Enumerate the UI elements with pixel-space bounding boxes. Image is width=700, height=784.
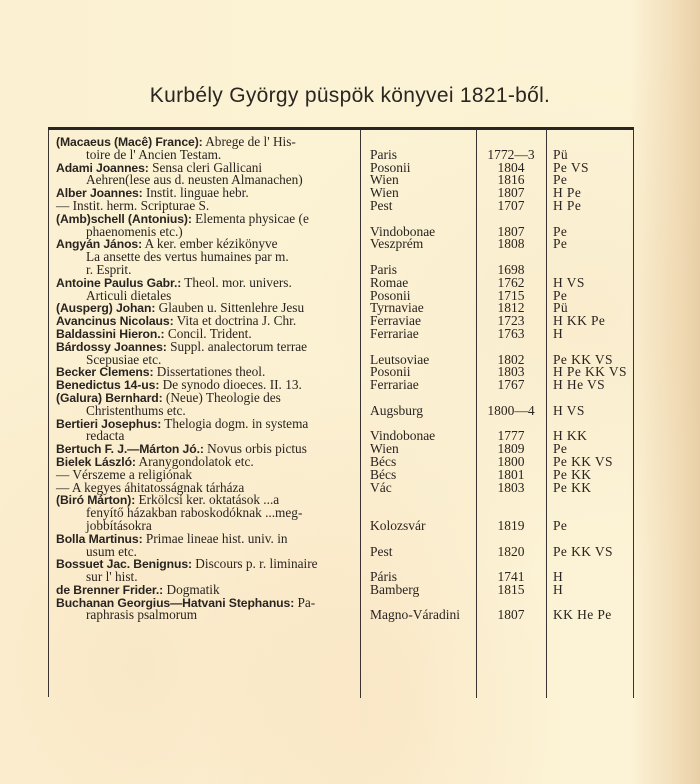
publication-place: Ferraviae [370, 313, 421, 329]
book-description [56, 558, 356, 584]
table-row [48, 530, 634, 559]
publication-year: 1809 [497, 441, 525, 457]
publication-place: Páris [370, 569, 397, 585]
title-text: A ker. ember kézikönyve [142, 236, 278, 252]
author-name: Bárdossy Joannes: [56, 339, 167, 354]
author-name: Bertieri Josephus: [56, 416, 162, 431]
title-text: La ansette des vertus humaines par m. [86, 249, 289, 265]
title-text: Concil. Trident. [164, 325, 252, 341]
book-description [56, 251, 356, 277]
title-text: Pa- [294, 594, 316, 610]
publication-year: 1707 [497, 197, 525, 213]
title-text: redacta [86, 428, 125, 444]
title-text: Aranygondolatok etc. [135, 453, 254, 469]
publication-year: 1807 [497, 607, 525, 623]
publication-place: Vindobonae [370, 428, 436, 444]
title-text: Articuli dietales [86, 287, 172, 303]
title-text: Elementa physicae (e [191, 210, 309, 226]
title-text: fenyítő házakban raboskodóknak ...meg- [86, 505, 303, 521]
book-description [56, 159, 356, 188]
table-row [48, 558, 634, 584]
description-line [56, 609, 356, 622]
library-codes: H Pe KK VS [553, 364, 627, 380]
library-codes: Pe [553, 236, 568, 252]
publication-year: 1815 [497, 581, 525, 597]
title-text: Primae lineae hist. univ. in [142, 530, 288, 546]
library-codes: H KK [553, 428, 588, 444]
library-codes: H VS [553, 274, 585, 290]
author-name: Buchanan Georgius—Hatvani Stephanus: [56, 595, 295, 610]
publication-year: 1803 [497, 479, 525, 495]
author-name: Bossuet Jac. Benignus: [56, 557, 192, 572]
library-codes: Pe KK [553, 466, 592, 482]
publication-year: 1807 [497, 223, 525, 239]
table-row [48, 274, 634, 303]
author-name: Antoine Paulus Gabr.: [56, 275, 182, 290]
library-codes: Pe KK [553, 479, 592, 495]
author-name: Bertuch F. J.—Márton Jó.: [56, 442, 204, 457]
title-text: De synodo dioeces. II. 13. [159, 377, 302, 393]
library-codes: Pe [553, 441, 568, 457]
library-codes: Pü [553, 146, 569, 162]
publication-year: 1807 [497, 185, 525, 201]
title-text: Sensa cleri Gallicani [148, 159, 263, 175]
publication-year: 1698 [497, 261, 525, 277]
title-text: r. Esprit. [86, 261, 132, 277]
author-name: (Galura) Bernhard: [56, 390, 163, 405]
book-description [56, 274, 356, 303]
title-text: Abrege de l' His- [202, 134, 296, 149]
publication-place: Vác [370, 479, 392, 495]
table-rows [48, 136, 634, 622]
table-row [48, 415, 634, 444]
title-text: usum etc. [86, 543, 137, 559]
publication-year: 1763 [497, 325, 525, 341]
publication-place: Pest [370, 197, 393, 213]
publication-place: Leutsoviae [370, 351, 430, 367]
book-description [56, 338, 356, 367]
publication-place: Wien [370, 172, 399, 188]
library-codes: H Pe [553, 197, 582, 213]
publication-place: Ferrariae [370, 325, 419, 341]
publication-year: 1812 [497, 300, 525, 316]
library-codes: Pe KK VS [553, 351, 613, 367]
publication-place: Augsburg [370, 402, 424, 418]
book-description [56, 494, 356, 532]
book-description [56, 594, 356, 623]
author-name: Angyán János: [56, 237, 143, 252]
page-title: Kurbély György püspök könyvei 1821-ből. [149, 84, 551, 107]
title-text: Dissertationes theol. [153, 364, 266, 380]
title-text: phaenomenis etc.) [86, 223, 183, 239]
title-text: Dogmatik [163, 581, 220, 597]
author-name: Bielek László: [56, 454, 136, 469]
publication-year: 1800—4 [487, 402, 535, 418]
title-text: Vita et doctrina J. Chr. [173, 313, 297, 329]
publication-year: 1802 [497, 351, 525, 367]
title-text: Novus orbis pictus [203, 441, 307, 457]
table-row [48, 251, 634, 277]
author-name: Bolla Martinus: [56, 531, 143, 546]
library-codes: Pe [553, 223, 568, 239]
publication-year: 1741 [497, 569, 525, 585]
publication-place: Romae [370, 274, 409, 290]
publication-place: Tyrnaviae [370, 300, 424, 316]
author-name: (Amb)schell (Antonius): [56, 211, 192, 226]
publication-year: 1772—3 [487, 146, 535, 162]
author-name: Benedictus 14-us: [56, 378, 160, 393]
publication-place: Bamberg [370, 581, 420, 597]
library-codes: Pe VS [553, 159, 589, 175]
library-codes: H [553, 581, 564, 597]
library-codes: Pe KK VS [553, 453, 613, 469]
library-codes: H VS [553, 402, 585, 418]
publication-year: 1800 [497, 453, 525, 469]
publication-year: 1820 [497, 543, 525, 559]
publication-year: 1816 [497, 172, 525, 188]
book-list-table [48, 127, 634, 697]
book-description [56, 136, 356, 162]
title-text: Theol. mor. univers. [181, 274, 292, 290]
title-text: Instit. linguae hebr. [142, 185, 249, 201]
table-row [48, 594, 634, 623]
author-name: (Biró Márton): [56, 493, 136, 508]
author-name: Avancinus Nicolaus: [56, 314, 174, 329]
library-codes: H [553, 569, 564, 585]
table-row [48, 159, 634, 188]
publication-place: Magno-Váradini [370, 607, 460, 623]
title-text: Scepusiae etc. [86, 351, 162, 367]
library-codes: Pe [553, 172, 568, 188]
publication-place: Posonii [370, 364, 411, 380]
publication-year: 1767 [497, 377, 525, 393]
publication-place: Vindobonae [370, 223, 436, 239]
publication-year: 1723 [497, 313, 525, 329]
author-name: Alber Joannes: [56, 186, 143, 201]
table-row [48, 389, 634, 418]
publication-place: Wien [370, 185, 399, 201]
publication-year: 1715 [497, 287, 525, 303]
publication-year: 1803 [497, 364, 525, 380]
publication-place: Paris [370, 146, 397, 162]
author-name: Adami Joannes: [56, 160, 149, 175]
table-row [48, 210, 634, 239]
publication-place: Kolozsvár [370, 517, 426, 533]
publication-place: Bécs [370, 466, 397, 482]
publication-year: 1804 [497, 159, 525, 175]
library-codes: H He VS [553, 377, 606, 393]
book-description [56, 389, 356, 418]
library-codes: H Pe [553, 185, 582, 201]
title-text: Suppl. analectorum terrae [166, 338, 308, 354]
author-name: (Macaeus (Macê) France): [56, 135, 203, 149]
library-codes: Pe [553, 287, 568, 303]
title-text: Erkölcsi ker. oktatások ...a [135, 492, 280, 508]
book-description [56, 415, 356, 444]
table-row [48, 136, 634, 162]
title-text: — Vérszeme a religiónak [56, 466, 192, 482]
title-text: jobbításokra [86, 517, 152, 533]
title-text: Aehren(lese aus d. neusten Almanachen) [86, 172, 303, 188]
library-codes: KK He Pe [553, 607, 612, 623]
library-codes: H KK Pe [553, 313, 606, 329]
library-codes: H [553, 325, 564, 341]
title-text: (Neue) Theologie des [162, 389, 281, 405]
title-text: toire de l' Ancien Testam. [86, 146, 222, 162]
book-description [56, 530, 356, 559]
library-codes: Pü [553, 300, 569, 316]
author-name: de Brenner Frider.: [56, 582, 164, 597]
table-row [48, 338, 634, 367]
author-name: (Ausperg) Johan: [56, 301, 156, 316]
author-name: Baldassini Hieron.: [56, 326, 165, 341]
title-text: raphrasis psalmorum [86, 607, 198, 623]
author-name: Becker Clemens: [56, 365, 154, 380]
publication-year: 1808 [497, 236, 525, 252]
publication-year: 1819 [497, 517, 525, 533]
title-text: Glauben u. Sittenlehre Jesu [155, 300, 305, 316]
publication-place: Wien [370, 441, 399, 457]
publication-place: Bécs [370, 453, 397, 469]
title-text: sur l' hist. [86, 569, 138, 585]
title-text: — Instit. herm. Scripturae S. [56, 197, 210, 213]
publication-year: 1762 [497, 274, 525, 290]
book-description [56, 210, 356, 239]
title-text: Discours p. r. liminaire [191, 556, 318, 572]
library-codes: Pe [553, 517, 568, 533]
publication-year: 1801 [497, 466, 525, 482]
publication-place: Paris [370, 261, 397, 277]
publication-place: Pest [370, 543, 393, 559]
table-row [48, 494, 634, 532]
publication-year: 1777 [497, 428, 525, 444]
title-text: — A kegyes áhitatosságnak tárháza [56, 479, 245, 495]
publication-place: Posonii [370, 159, 411, 175]
title-text: Christenthums etc. [86, 402, 186, 418]
publication-place: Ferrariae [370, 377, 419, 393]
library-codes: Pe KK VS [553, 543, 613, 559]
publication-place: Posonii [370, 287, 411, 303]
publication-place: Veszprém [370, 236, 424, 252]
title-text: Thelogia dogm. in systema [161, 415, 309, 431]
